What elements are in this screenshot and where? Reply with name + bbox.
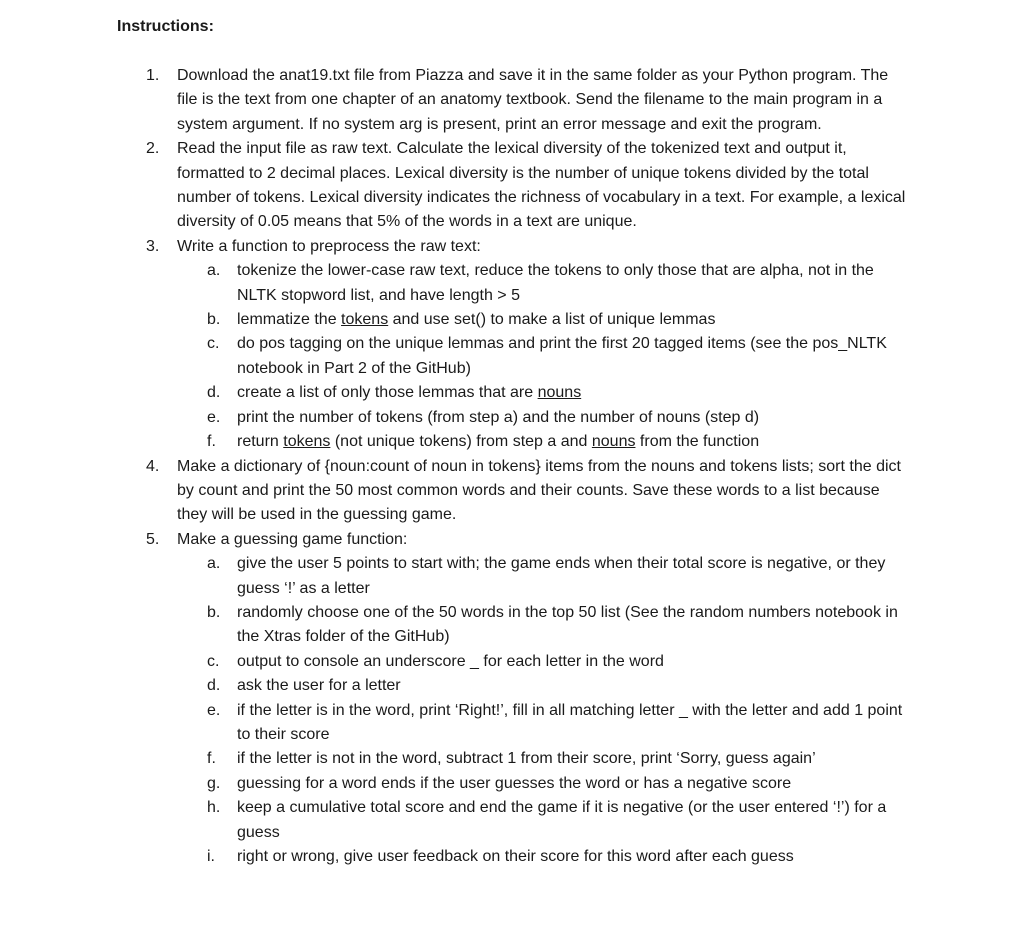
sub-item-text: randomly choose one of the 50 words in the top 50 list (See the random numbers notebook in the Xtras folder of the GitHub)	[237, 603, 898, 646]
item-text: Make a guessing game function:	[177, 530, 408, 548]
sub-item-text: tokenize the lower-case raw text, reduce the tokens to only those that are alpha, not in the NLTK stopword list, and have length > 5	[237, 262, 874, 304]
text-run: from the function	[635, 433, 760, 451]
item-number: 2.	[146, 140, 160, 158]
sub-item-text: ask the user for a letter	[237, 677, 401, 695]
sub-item-text: output to console an underscore _ for each letter in the word	[237, 652, 664, 670]
text-run: (not unique tokens) from step a and	[330, 433, 592, 451]
text-run: create a list of only those lemmas that are	[237, 384, 538, 402]
list-item-1	[0, 64, 1024, 137]
sub-item-letter: d.	[207, 384, 221, 402]
sub-item-letter: e.	[207, 701, 221, 719]
sub-item-text: do pos tagging on the unique lemmas and print the first 20 tagged items (see the pos_NLTK notebook in Part 2 of the GitHub)	[237, 335, 887, 377]
sub-item-letter: e.	[207, 408, 221, 426]
sub-item-3b	[0, 308, 1024, 332]
underlined-term: nouns	[537, 384, 582, 402]
underlined-term: nouns	[591, 433, 636, 451]
item-number: 3.	[146, 237, 160, 255]
sub-item-3f	[0, 430, 1024, 454]
sub-item-3a	[0, 259, 1024, 308]
sub-item-text: right or wrong, give user feedback on their score for this word after each guess	[237, 848, 794, 865]
sub-item-text: if the letter is in the word, print ‘Right!’, fill in all matching letter _ with the letter and add 1 point to their score	[237, 701, 903, 743]
sub-item-5i	[0, 845, 1024, 869]
list-item-4	[0, 455, 1024, 528]
sub-item-5a	[0, 552, 1024, 601]
item-number: 4.	[146, 457, 160, 475]
item-text: Write a function to preprocess the raw text:	[177, 237, 481, 255]
sub-item-letter: f.	[207, 433, 216, 451]
text-run: and use set() to make a list of unique lemmas	[388, 311, 716, 329]
instructions-list	[0, 64, 1024, 869]
sub-item-letter: h.	[207, 799, 221, 817]
item-number: 5.	[146, 530, 160, 548]
sub-item-5d	[0, 674, 1024, 698]
sub-item-letter: c.	[207, 335, 220, 353]
sub-item-5c	[0, 650, 1024, 674]
item-text: Download the anat19.txt file from Piazza and save it in the same folder as your Python program. The file is the text from one chapter of an anatomy textbook. Send the filename to the main program in a system argument. If no system arg is present, print an error message and exit the program.	[177, 67, 889, 133]
instructions-heading: Instructions:	[117, 18, 214, 35]
sub-item-text	[237, 430, 907, 454]
list-item-3	[0, 235, 1024, 259]
sub-item-5h	[0, 796, 1024, 845]
sub-item-3d	[0, 381, 1024, 405]
sub-item-5f	[0, 747, 1024, 771]
sub-item-3e	[0, 406, 1024, 430]
sub-item-text: give the user 5 points to start with; the game ends when their total score is negative, or they guess ‘!’ as a letter	[237, 555, 886, 597]
sub-item-letter: a.	[207, 262, 221, 280]
sub-item-letter: d.	[207, 677, 221, 695]
sub-item-5e	[0, 699, 1024, 748]
item-text: Make a dictionary of {noun:count of noun in tokens} items from the nouns and tokens lists; sort the dict by count and print the 50 most common words and their counts. Save these words to a list because they will be used in the guessing game.	[177, 457, 901, 524]
underlined-term: tokens	[341, 311, 389, 329]
list-item-2	[0, 137, 1024, 235]
sub-item-text: guessing for a word ends if the user guesses the word or has a negative score	[237, 774, 792, 792]
sub-item-letter: c.	[207, 652, 220, 670]
sub-item-text	[237, 308, 907, 332]
sub-item-text: keep a cumulative total score and end the game if it is negative (or the user entered ‘!’) for a guess	[237, 799, 887, 841]
underlined-term: tokens	[283, 433, 331, 451]
sub-item-letter: i.	[207, 848, 215, 865]
text-run: lemmatize the	[237, 311, 342, 329]
sub-item-letter: b.	[207, 603, 221, 621]
sub-item-letter: b.	[207, 311, 221, 329]
sub-item-5g	[0, 772, 1024, 796]
item-number: 1.	[146, 67, 160, 84]
sub-item-text: print the number of tokens (from step a) and the number of nouns (step d)	[237, 408, 760, 426]
sub-item-5b	[0, 601, 1024, 650]
list-item-5	[0, 528, 1024, 552]
sub-item-text	[237, 381, 907, 405]
sub-item-letter: a.	[207, 555, 221, 573]
text-run: return	[237, 433, 284, 451]
sub-item-3c	[0, 332, 1024, 381]
sub-item-letter: f.	[207, 750, 216, 768]
item-text: Read the input file as raw text. Calculate the lexical diversity of the tokenized text and output it, formatted to 2 decimal places. Lexical diversity is the number of unique tokens divided by the total number of tokens. Lexical diversity indicates the richness of vocabulary in a text. For example, a lexical diversity of 0.05 means that 5% of the words in a text are unique.	[177, 140, 906, 231]
sub-item-letter: g.	[207, 774, 221, 792]
sub-item-text: if the letter is not in the word, subtract 1 from their score, print ‘Sorry, guess again’	[237, 750, 816, 768]
